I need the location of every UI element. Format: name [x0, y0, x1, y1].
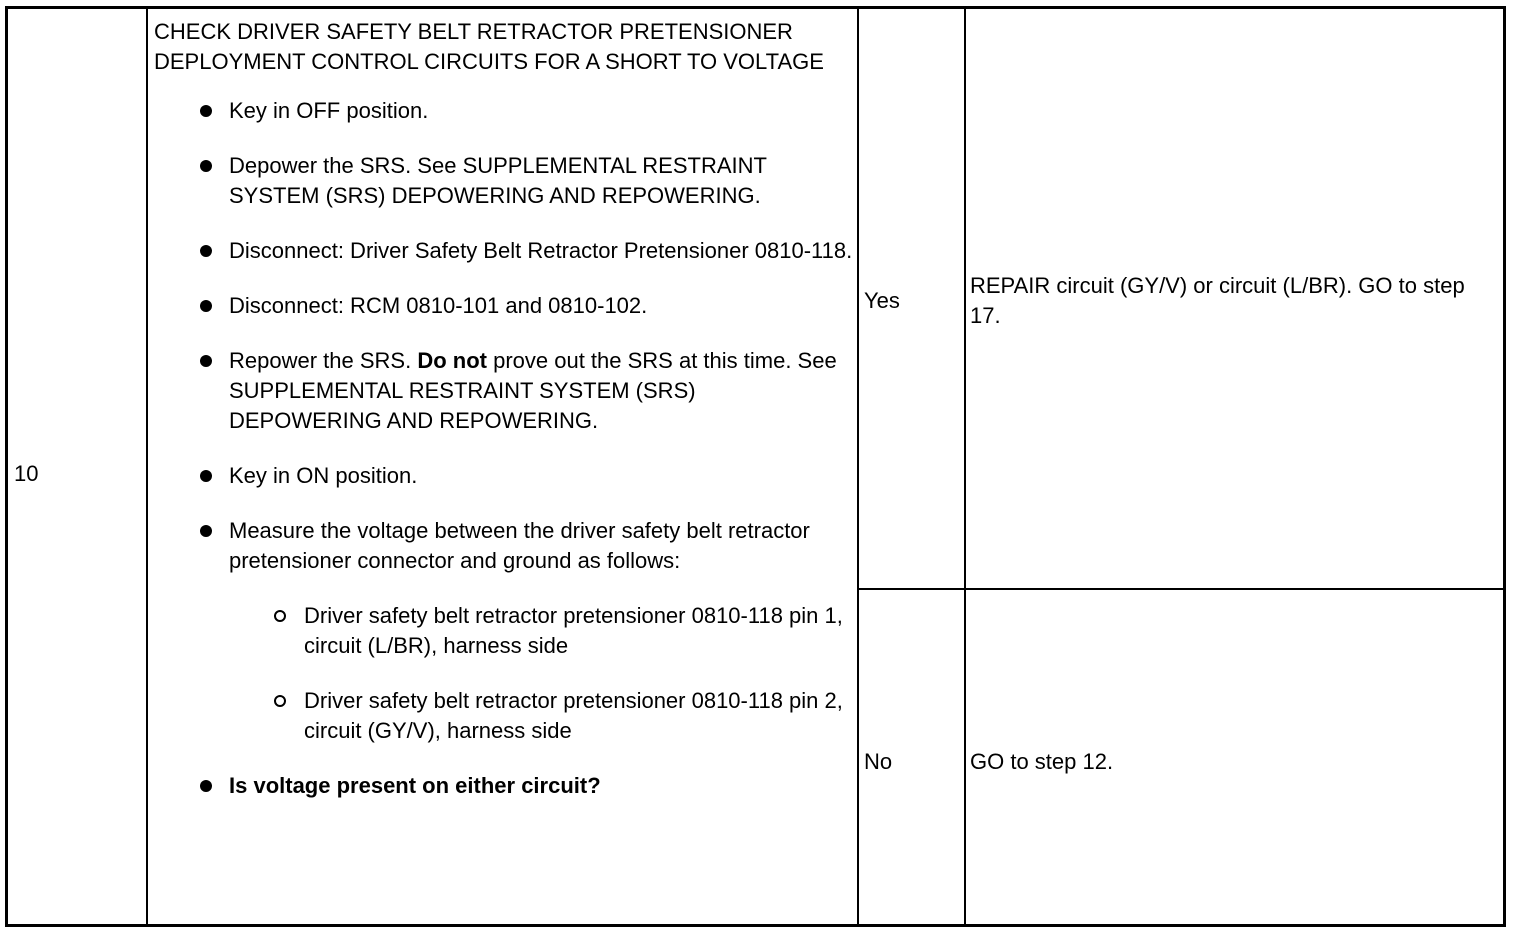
bullet-icon — [200, 160, 212, 172]
list-item — [154, 151, 854, 211]
list-item — [154, 236, 854, 266]
bullet-icon — [200, 105, 212, 117]
result-yes-action: REPAIR circuit (GY/V) or circuit (L/BR). GO to step 17. — [970, 273, 1465, 328]
list-item-text-post: prove out the SRS at this time. See SUPPLEMENTAL RESTRAINT SYSTEM (SRS) DEPOWERING AND REPOWERING. — [229, 348, 837, 433]
column-divider-3 — [964, 9, 966, 924]
list-item — [154, 346, 854, 436]
result-row-divider — [857, 588, 1503, 590]
column-divider-1 — [146, 9, 148, 924]
action-cell — [154, 17, 854, 826]
result-no-action: GO to step 12. — [970, 749, 1114, 774]
list-item — [154, 96, 854, 126]
hollow-bullet-icon — [274, 695, 286, 707]
emphasis-do-not: Do not — [417, 348, 487, 373]
bullet-icon — [200, 300, 212, 312]
bullet-icon — [200, 245, 212, 257]
list-item-text-pre: Repower the SRS. — [229, 348, 418, 373]
column-divider-2 — [857, 9, 859, 924]
sub-list-item-text: Driver safety belt retractor pretensioner 0810-118 pin 1, circuit (L/BR), harness side — [304, 603, 843, 658]
list-item-text: Disconnect: Driver Safety Belt Retractor Pretensioner 0810-118. — [229, 238, 853, 263]
list-item-text: Key in OFF position. — [229, 98, 429, 123]
bullet-icon — [200, 470, 212, 482]
sub-list-item — [154, 686, 854, 746]
bullet-icon — [200, 525, 212, 537]
list-item — [154, 291, 854, 321]
answer-yes: Yes — [864, 288, 900, 313]
list-item-text: Key in ON position. — [229, 463, 418, 488]
answer-no: No — [864, 749, 893, 774]
list-item — [154, 516, 854, 576]
sub-list-item — [154, 601, 854, 661]
list-item-text: Depower the SRS. See SUPPLEMENTAL RESTRAINT SYSTEM (SRS) DEPOWERING AND REPOWERING. — [229, 153, 767, 208]
question-text: Is voltage present on either circuit? — [229, 773, 601, 798]
list-item-text: Disconnect: RCM 0810-101 and 0810-102. — [229, 293, 648, 318]
sub-list-item-text: Driver safety belt retractor pretensioner 0810-118 pin 2, circuit (GY/V), harness side — [304, 688, 843, 743]
bullet-icon — [200, 780, 212, 792]
hollow-bullet-icon — [274, 610, 286, 622]
bullet-icon — [200, 355, 212, 367]
step-title: CHECK DRIVER SAFETY BELT RETRACTOR PRETENSIONER DEPLOYMENT CONTROL CIRCUITS FOR A SHORT TO VOLTAGE — [154, 19, 824, 74]
question-item — [154, 771, 854, 801]
step-number: 10 — [14, 461, 39, 486]
list-item — [154, 461, 854, 491]
diagnostic-table — [5, 6, 1506, 927]
list-item-text: Measure the voltage between the driver safety belt retractor pretensioner connector and ground as follows: — [229, 518, 810, 573]
